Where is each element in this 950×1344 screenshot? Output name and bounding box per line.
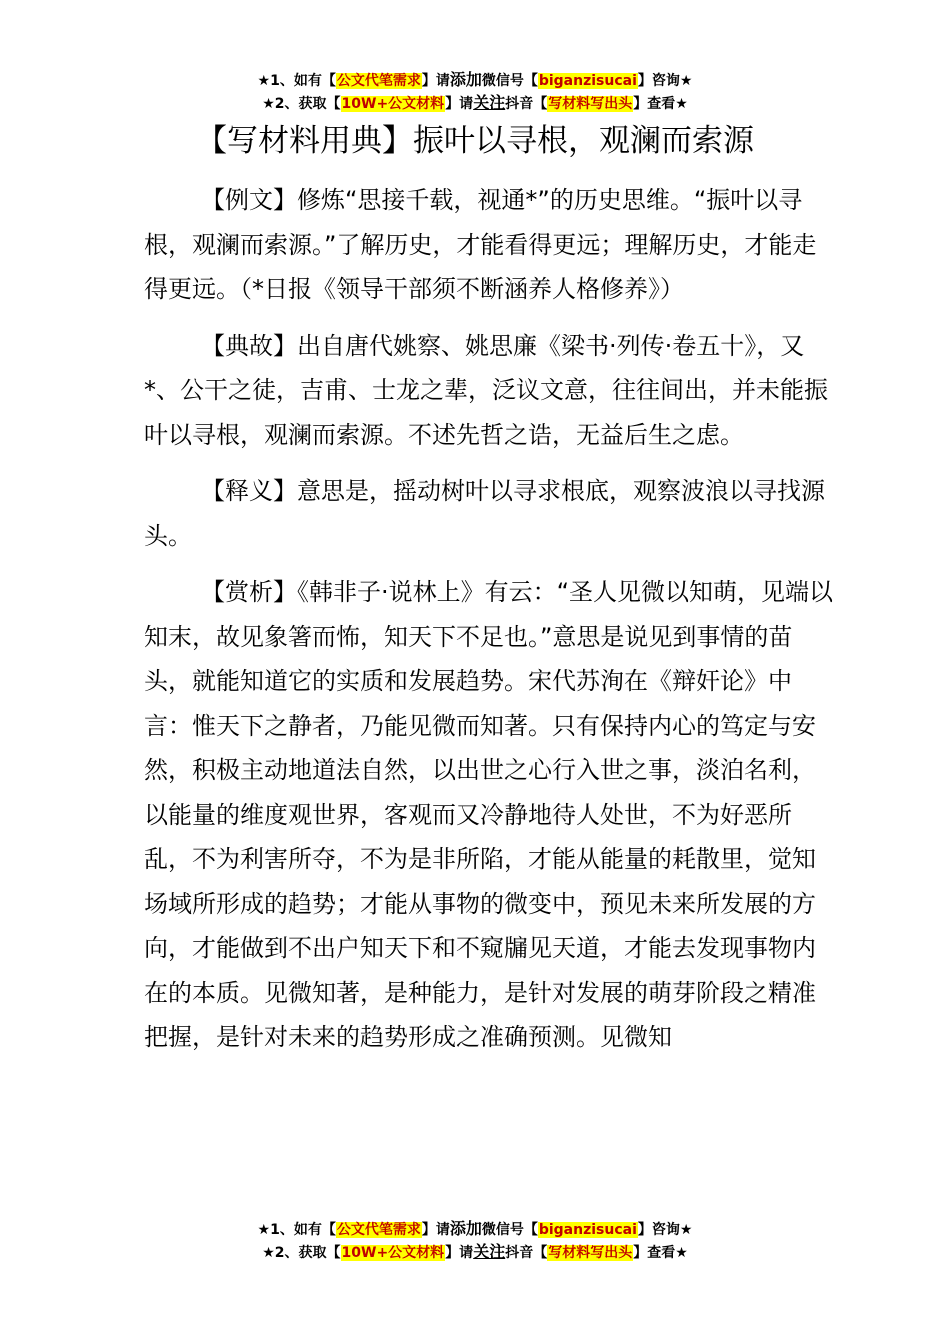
banner-line-2 [0, 1241, 950, 1264]
section-text: 出自唐代姚察、姚思廉《梁书·列传·卷五十》，又*、公干之徒，吉甫、士龙之辈，泛议文意，往往间出，并未能振叶以寻根，观澜而索源。不述先哲之诰，无益后生之虑。 [144, 331, 828, 449]
banner-line-1 [0, 69, 950, 92]
banner-emphasis: 添加 [449, 70, 482, 89]
banner-highlight: biganzisucai [538, 73, 637, 89]
banner-text: ★1、如有【 [257, 1222, 336, 1238]
banner-text: 】请 [421, 73, 450, 89]
banner-text: 微信号【 [481, 1222, 538, 1238]
banner-text: 】咨询★ [637, 73, 693, 89]
banner-text: 】查看★ [633, 1245, 688, 1261]
section-label: 【赏析】 [201, 578, 297, 606]
banner-highlight: biganzisucai [538, 1222, 637, 1238]
banner-text: ★1、如有【 [257, 73, 336, 89]
section-label: 【典故】 [201, 331, 297, 360]
banner-line-2 [0, 92, 950, 115]
banner-highlight: 公文代笔需求 [336, 73, 421, 89]
banner-text: 抖音【 [505, 1245, 548, 1261]
article-body [144, 178, 834, 1072]
paragraph-analysis [144, 570, 834, 1060]
banner-emphasis: 关注 [473, 93, 506, 112]
banner-text: 】请 [421, 1222, 450, 1238]
paragraph-meaning [144, 469, 834, 558]
section-text: 意思是，摇动树叶以寻求根底，观察波浪以寻找源头。 [144, 477, 825, 550]
banner-text: 】查看★ [633, 96, 688, 112]
banner-text: ★2、获取【 [262, 1245, 341, 1261]
banner-text: 】请 [445, 96, 474, 112]
footer-banner [0, 1218, 950, 1264]
banner-emphasis: 添加 [449, 1219, 482, 1238]
header-banner [0, 69, 950, 115]
section-text: 《韩非子·说林上》有云：“圣人见微以知萌，见端以知末，故见象箸而怖，知天下不足也。”意思是说见到事情的苗头，就能知道它的实质和发展趋势。宋代苏洵在《辩奸论》中言：惟天下之静者，乃能见微而知著。只有保持内心的笃定与安然，积极主动地道法自然，以出世之心行入世之事，淡泊名利，以能量的维度观世界，客观而又冷静地待人处世，不为好恶所乱，不为利害所夺，不为是非所陷，才能从能量的耗散里，觉知场域所形成的趋势；才能从事物的微变中，预见未来所发展的方向，才能做到不出户知天下和不窥牖见天道，才能去发现事物内在的本质。见微知著，是种能力，是针对发展的萌芽阶段之精准把握，是针对未来的趋势形成之准确预测。见微知 [144, 578, 834, 1051]
section-text: 修炼“思接千载，视通*”的历史思维。“振叶以寻根，观澜而索源。”了解历史，才能看得更远；理解历史，才能走得更远。（*日报《领导干部须不断涵养人格修养》） [144, 186, 817, 303]
banner-text: ★2、获取【 [262, 96, 341, 112]
banner-highlight: 写材料写出头 [548, 1245, 633, 1261]
banner-emphasis: 关注 [473, 1242, 506, 1261]
banner-highlight: 10W+公文材料 [341, 1245, 445, 1261]
banner-line-1 [0, 1218, 950, 1241]
section-label: 【例文】 [201, 186, 297, 214]
banner-text: 】咨询★ [637, 1222, 693, 1238]
banner-highlight: 公文代笔需求 [336, 1222, 421, 1238]
banner-text: 微信号【 [481, 73, 538, 89]
paragraph-example [144, 178, 834, 312]
section-label: 【释义】 [201, 477, 297, 505]
banner-text: 】请 [445, 1245, 474, 1261]
banner-highlight: 写材料写出头 [548, 96, 633, 112]
page-title: 【写材料用典】振叶以寻根，观澜而索源 [196, 123, 754, 159]
paragraph-allusion [144, 324, 834, 458]
banner-text: 抖音【 [505, 96, 548, 112]
banner-highlight: 10W+公文材料 [341, 96, 445, 112]
